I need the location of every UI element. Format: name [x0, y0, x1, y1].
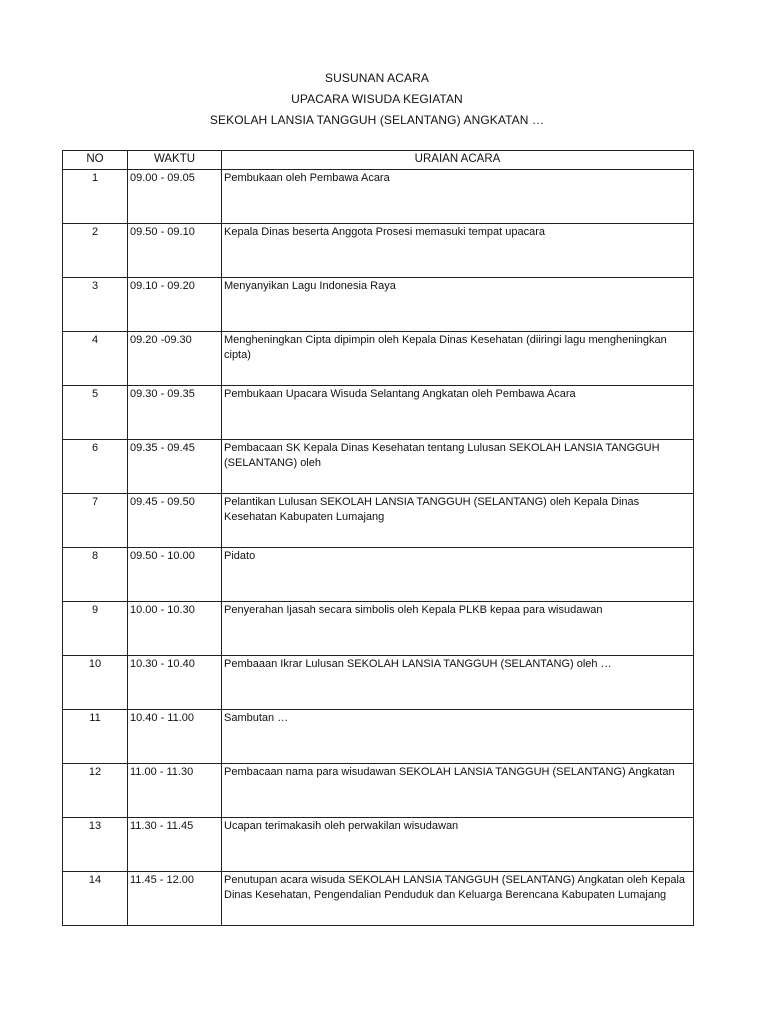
row-time: 11.00 - 11.30	[128, 764, 222, 818]
row-time: 11.45 - 12.00	[128, 872, 222, 926]
row-time: 10.00 - 10.30	[128, 602, 222, 656]
row-number: 9	[63, 602, 128, 656]
row-number: 7	[63, 494, 128, 548]
header-row	[63, 151, 694, 170]
table-row	[63, 332, 694, 386]
row-number: 8	[63, 548, 128, 602]
row-number: 6	[63, 440, 128, 494]
row-description: Penutupan acara wisuda SEKOLAH LANSIA TANGGUH (SELANTANG) Angkatan oleh Kepala Dinas Kesehatan, Pengendalian Penduduk dan Keluarga Berencana Kabupaten Lumajang	[222, 872, 694, 926]
table-row	[63, 386, 694, 440]
title-line-1: SUSUNAN ACARA	[325, 71, 429, 85]
table-row	[63, 440, 694, 494]
row-time: 10.40 - 11.00	[128, 710, 222, 764]
table-row	[63, 818, 694, 872]
row-description: Penyerahan Ijasah secara simbolis oleh Kepala PLKB kepaa para wisudawan	[222, 602, 694, 656]
table-row	[63, 602, 694, 656]
row-description: Pidato	[222, 548, 694, 602]
title-line-2: UPACARA WISUDA KEGIATAN	[291, 92, 463, 106]
row-description: Menyanyikan Lagu Indonesia Raya	[222, 278, 694, 332]
table-row	[63, 494, 694, 548]
column-header-no: NO	[63, 151, 128, 170]
table-row	[63, 872, 694, 926]
row-description: Mengheningkan Cipta dipimpin oleh Kepala Dinas Kesehatan (diiringi lagu mengheningkan cipta)	[222, 332, 694, 386]
title-line-3: SEKOLAH LANSIA TANGGUH (SELANTANG) ANGKATAN …	[209, 113, 545, 127]
table-row	[63, 656, 694, 710]
row-number: 1	[63, 170, 128, 224]
row-description: Pelantikan Lulusan SEKOLAH LANSIA TANGGUH (SELANTANG) oleh Kepala Dinas Kesehatan Kabupaten Lumajang	[222, 494, 694, 548]
column-header-desc: URAIAN ACARA	[222, 151, 694, 170]
document-title	[0, 68, 754, 131]
row-time: 09.20 -09.30	[128, 332, 222, 386]
row-number: 12	[63, 764, 128, 818]
row-description: Pembukaan Upacara Wisuda Selantang Angkatan oleh Pembawa Acara	[222, 386, 694, 440]
table-row	[63, 764, 694, 818]
table-row	[63, 278, 694, 332]
row-time: 09.50 - 10.00	[128, 548, 222, 602]
row-description: Pembukaan oleh Pembawa Acara	[222, 170, 694, 224]
row-number: 13	[63, 818, 128, 872]
row-description: Sambutan …	[222, 710, 694, 764]
row-time: 09.50 - 09.10	[128, 224, 222, 278]
table-row	[63, 170, 694, 224]
row-time: 09.10 - 09.20	[128, 278, 222, 332]
row-description: Ucapan terimakasih oleh perwakilan wisudawan	[222, 818, 694, 872]
row-time: 09.00 - 09.05	[128, 170, 222, 224]
row-number: 2	[63, 224, 128, 278]
row-number: 10	[63, 656, 128, 710]
row-time: 11.30 - 11.45	[128, 818, 222, 872]
table-row	[63, 710, 694, 764]
row-number: 4	[63, 332, 128, 386]
row-time: 09.30 - 09.35	[128, 386, 222, 440]
row-time: 09.45 - 09.50	[128, 494, 222, 548]
row-number: 14	[63, 872, 128, 926]
table-row	[63, 548, 694, 602]
table-body	[63, 170, 694, 926]
row-number: 11	[63, 710, 128, 764]
row-number: 5	[63, 386, 128, 440]
row-description: Pembacaan nama para wisudawan SEKOLAH LANSIA TANGGUH (SELANTANG) Angkatan	[222, 764, 694, 818]
row-description: Pembaaan Ikrar Lulusan SEKOLAH LANSIA TANGGUH (SELANTANG) oleh …	[222, 656, 694, 710]
column-header-time: WAKTU	[128, 151, 222, 170]
program-table	[62, 150, 694, 926]
row-time: 10.30 - 10.40	[128, 656, 222, 710]
table-header	[63, 151, 694, 170]
row-description: Kepala Dinas beserta Anggota Prosesi memasuki tempat upacara	[222, 224, 694, 278]
row-description: Pembacaan SK Kepala Dinas Kesehatan tentang Lulusan SEKOLAH LANSIA TANGGUH (SELANTANG) oleh	[222, 440, 694, 494]
table-row	[63, 224, 694, 278]
row-time: 09.35 - 09.45	[128, 440, 222, 494]
row-number: 3	[63, 278, 128, 332]
